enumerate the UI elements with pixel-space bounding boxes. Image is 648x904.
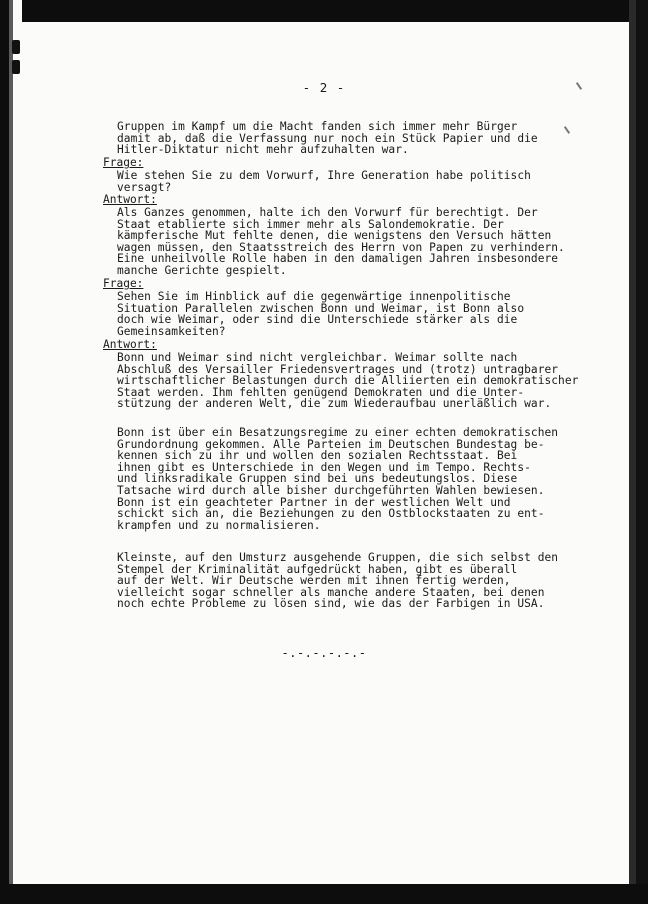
punch-hole-mark	[12, 60, 20, 74]
scan-border-left	[0, 0, 9, 904]
scan-border-right	[636, 0, 648, 904]
end-mark: -.-.-.-.-.-	[281, 646, 367, 660]
answer-label: Antwort:	[103, 193, 157, 206]
question-label: Frage:	[103, 277, 144, 290]
punch-hole-mark	[12, 40, 20, 54]
scan-border-top	[22, 0, 640, 22]
answer-label: Antwort:	[103, 338, 157, 351]
scan-border-left-shadow	[9, 0, 13, 904]
paragraph-body: Kleinste, auf den Umsturz ausgehende Gruppen, die sich selbst den Stempel der Kriminalität aufgedrückt haben, gibt es überall auf der Welt. Wir Deutsche werden mit ihnen fertig werden, vielleicht sogar schneller als manche andere Staaten, bei denen noch echte Probleme zu lösen sind, wie das der Farbigen in USA.	[117, 551, 559, 611]
answer-text: Bonn und Weimar sind nicht vergleichbar. Weimar sollte nach Abschluß des Versailler Friedensvertrages und (trotz) untragbarer wirtschaftlicher Belastungen durch die Alliierten ein demokratischer Staat werden. Ihm fehlten genügend Demokraten und die Unter- stützung der anderen Welt, die zum Wiederaufbau unerläßlich war.	[117, 351, 579, 411]
question-text: Sehen Sie im Hinblick auf die gegenwärtige innenpolitische Situation Parallelen zwischen Bonn und Weimar, ist Bonn also doch wie Weimar, oder sind die Unterschiede stärker als die Gemeinsamkeiten?	[117, 290, 525, 338]
page-number: - 2 -	[302, 80, 346, 95]
scan-border-bottom	[0, 884, 648, 904]
paragraph-intro: Gruppen im Kampf um die Macht fanden sich immer mehr Bürger damit ab, daß die Verfassung nur noch ein Stück Papier und die Hitler-Diktatur nicht mehr aufzuhalten war.	[117, 120, 538, 157]
answer-text: Als Ganzes genommen, halte ich den Vorwurf für berechtigt. Der Staat etablierte sich immer mehr als Salondemokratie. Der kämpferische Mut fehlte denen, die wenigstens den Versuch hätten wagen müssen, den Staatsstreich des Herrn von Papen zu verhindern. Eine unheilvolle Rolle haben in den damaligen Jahren insbesondere manche Gerichte gespielt.	[117, 206, 565, 277]
scan-border-right-shadow	[629, 0, 636, 904]
question-label: Frage:	[103, 156, 144, 169]
paragraph-body: Bonn ist über ein Besatzungsregime zu einer echten demokratischen Grundordnung gekommen. Alle Parteien im Deutschen Bundestag be- kennen sich zu ihr und wollen den sozialen Rechtsstaat. Bei ihnen gibt es Unterschiede in den Wegen und im Tempo. Rechts- und linksradikale Gruppen sind bei uns bedeutungslos. Diese Tatsache wird durch alle bisher durchgeführten Wahlen bewiesen. Bonn ist ein geachteter Partner in der westlichen Welt und schickt sich an, die Beziehungen zu den Ostblockstaaten zu ent- krampfen und zu normalisieren.	[117, 426, 559, 532]
question-text: Wie stehen Sie zu dem Vorwurf, Ihre Generation habe politisch versagt?	[117, 169, 531, 194]
